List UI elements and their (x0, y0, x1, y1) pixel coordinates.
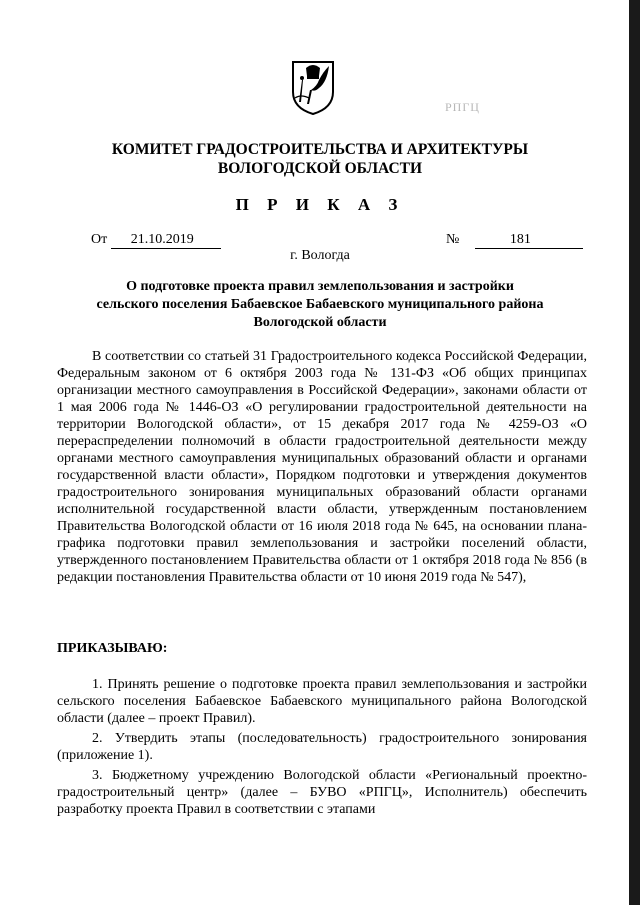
subject-line1: О подготовке проекта правил землепользования и застройки (126, 279, 514, 294)
number-label: № (446, 232, 460, 247)
date-line (91, 232, 221, 249)
org-name-line2: ВОЛОГОДСКОЙ ОБЛАСТИ (217, 160, 423, 177)
order-item-3: 3. Бюджетному учреждению Вологодской области «Региональный проектно-градостроительный центр» (далее – БУВО «РПГЦ», Исполнитель) обеспечить разработку проекта Правил в соответствии с этапами (57, 768, 587, 817)
city: г. Вологда (290, 248, 350, 263)
preamble (57, 348, 587, 586)
order-heading: ПРИКАЗЫВАЮ: (57, 641, 168, 656)
number-value: 181 (475, 232, 583, 249)
order-item-1: 1. Принять решение о подготовке проекта правил землепользования и застройки сельского поселения Бабаевское Бабаевского муниципального района Вологодской области (далее – проект Правил). (57, 677, 587, 726)
number-line (446, 232, 583, 249)
order-items (57, 676, 587, 818)
stamp-mark: РПГЦ (445, 100, 480, 114)
date-label: От (91, 232, 108, 247)
scan-edge-bar (629, 0, 640, 905)
subject-line2: сельского поселения Бабаевское Бабаевского муниципального района (96, 297, 544, 312)
order-item-2: 2. Утвердить этапы (последовательность) градостроительного зонирования (приложение 1). (57, 731, 587, 763)
org-name (0, 140, 640, 178)
document-type: П Р И К А З (235, 195, 405, 214)
org-name-line1: КОМИТЕТ ГРАДОСТРОИТЕЛЬСТВА И АРХИТЕКТУРЫ (111, 141, 529, 158)
preamble-text: В соответствии со статьей 31 Градостроительного кодекса Российской Федерации, Федеральным законом от 6 октября 2003 года № 131-ФЗ «Об общих принципах организации местного самоуправления в Российской Федерации», законами области от 1 мая 2006 года № 1446-ОЗ «О регулировании градостроительной деятельности на территории Вологодской области», от 15 декабря 2017 года № 4259-ОЗ «О перераспределении полномочий в области градостроительной деятельности между органами местного самоуправления муниципальных образований области и органами государственной власти области», Порядком подготовки и утверждения документов градостроительного зонирования муниципальных образований области органами исполнительной государственной власти области, утвержденным постановлением Правительства Вологодской области от 16 июля 2018 года № 645, на основании плана-графика подготовки правил землепользования и застройки поселений области, утвержденного постановлением Правительства области от 1 октября 2018 года № 856 (в редакции постановления Правительства области от 10 июня 2019 года № 547), (57, 349, 587, 585)
subject-line3: Вологодской области (253, 315, 387, 330)
subject (0, 278, 640, 332)
date-value: 21.10.2019 (111, 232, 221, 249)
vologda-coat-of-arms-icon (289, 58, 337, 116)
